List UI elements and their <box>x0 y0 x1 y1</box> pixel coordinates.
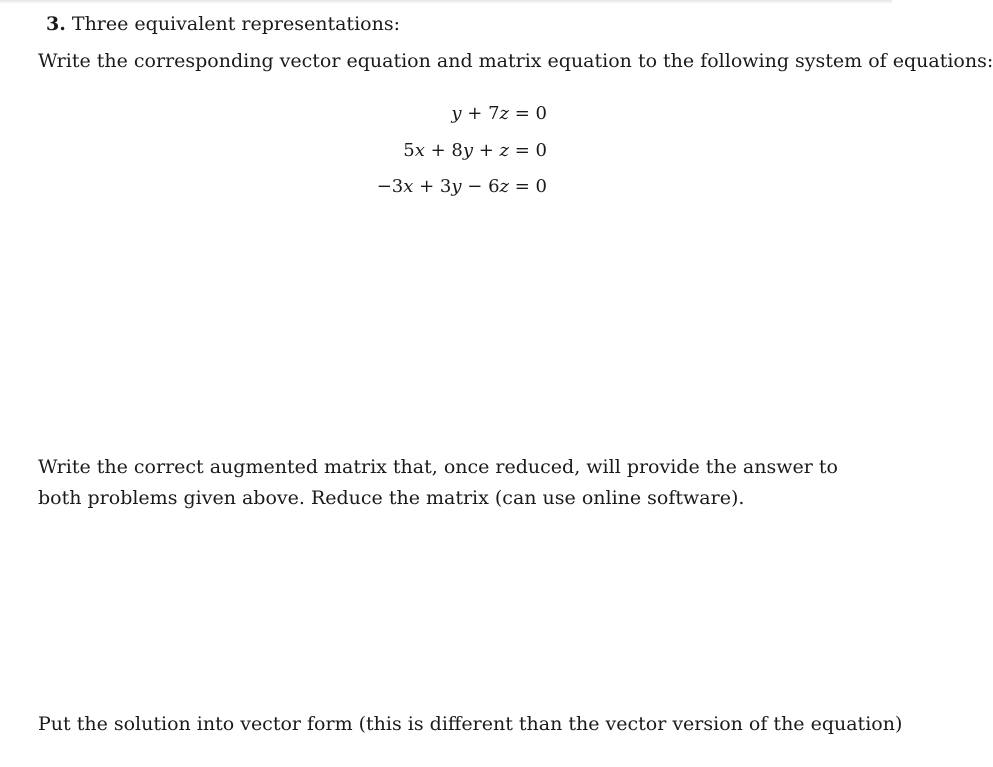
equation-3: −3x + 3y − 6z = 0 <box>376 176 547 197</box>
instruction-solution-vector-form: Put the solution into vector form (this is different than the vector version of the equation) <box>38 713 903 735</box>
problem-number: 3. <box>46 13 66 35</box>
instruction-augmented-matrix: Write the correct augmented matrix that, once reduced, will provide the answer to both problems given above. Reduce the matrix (can use online software). <box>38 456 838 509</box>
page-top-border <box>0 0 892 4</box>
instruction-vector-matrix: Write the corresponding vector equation and matrix equation to the following system of equations: <box>38 50 993 72</box>
equation-1: y + 7z = 0 <box>451 103 547 124</box>
equation-2: 5x + 8y + z = 0 <box>403 140 547 161</box>
problem-title: Three equivalent representations: <box>71 13 400 35</box>
problem-heading <box>46 10 400 38</box>
